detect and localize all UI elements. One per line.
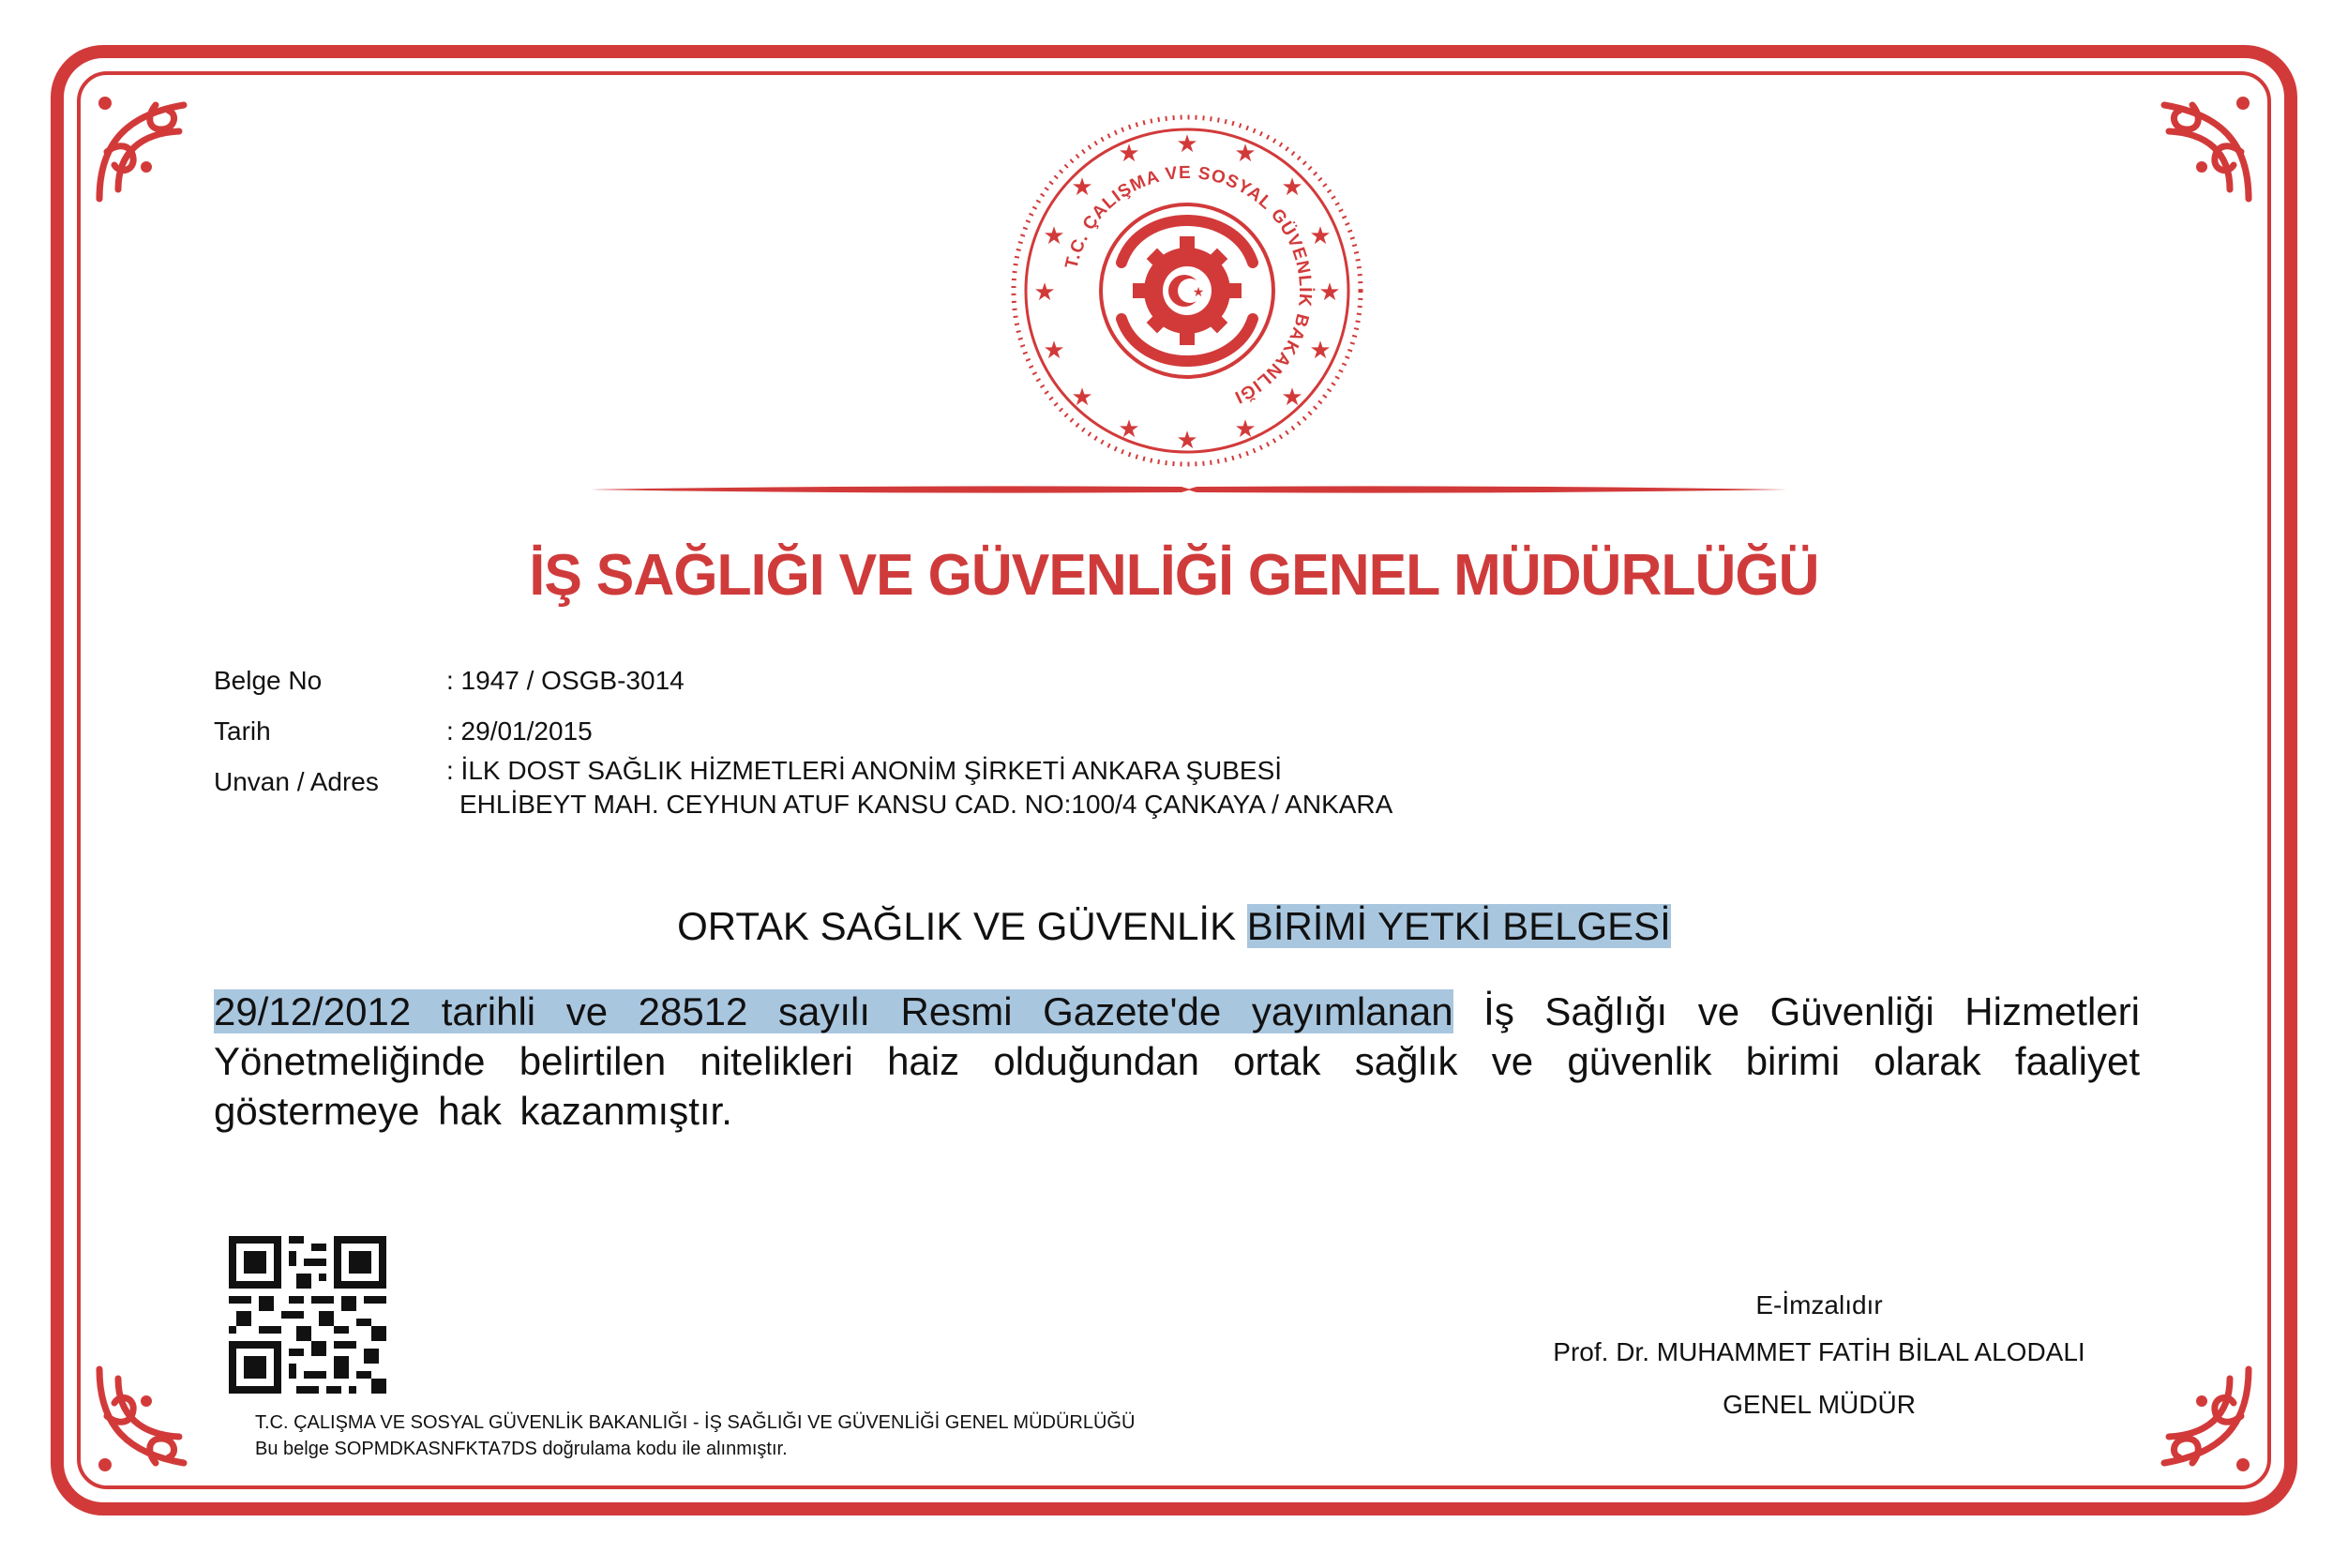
- svg-text:★: ★: [1176, 427, 1198, 455]
- tarih-label: Tarih: [214, 716, 271, 746]
- svg-text:★: ★: [1318, 279, 1341, 307]
- corner-ornament-icon: [90, 86, 212, 208]
- footer-line-1: T.C. ÇALIŞMA VE SOSYAL GÜVENLİK BAKANLIĞI - İŞ SAĞLIĞI VE GÜVENLİĞİ GENEL MÜDÜRLÜĞÜ: [255, 1412, 1136, 1433]
- svg-text:★: ★: [1176, 130, 1198, 158]
- svg-text:★: ★: [1071, 173, 1093, 202]
- svg-text:★: ★: [1234, 415, 1257, 444]
- svg-text:★: ★: [1033, 279, 1056, 307]
- certificate-title-part-1: ORTAK SAĞLIK VE GÜVENLİK: [677, 904, 1247, 948]
- qr-code-icon[interactable]: [229, 1236, 386, 1394]
- tarih-value: : 29/01/2015: [446, 716, 593, 746]
- svg-text:★: ★: [1192, 285, 1205, 300]
- svg-text:★: ★: [1118, 415, 1140, 444]
- footer-line-2: Bu belge SOPMDKASNFKTA7DS doğrulama kodu ile alınmıştır.: [255, 1439, 788, 1459]
- svg-text:★: ★: [1118, 140, 1140, 168]
- signatory-name: Prof. Dr. MUHAMMET FATİH BİLAL ALODALI: [1553, 1337, 2085, 1366]
- e-signature-note: E-İmzalıdır: [1755, 1290, 1883, 1319]
- agency-title: İŞ SAĞLIĞI VE GÜVENLİĞİ GENEL MÜDÜRLÜĞÜ: [529, 543, 1819, 608]
- certificate-body: [214, 987, 2140, 1136]
- certificate-body-rest: İş Sağlığı ve Güvenliği Hizmetleri Yönetmeliğinde belirtilen nitelikleri haiz olduğundan ortak sağlık ve güvenlik birimi olarak faaliyet göstermeye hak kazanmıştır.: [214, 989, 2140, 1133]
- certificate-title-highlighted: BİRİMİ YETKİ BELGESİ: [1246, 904, 1671, 948]
- svg-text:★: ★: [1309, 222, 1332, 250]
- belge-no-value: : 1947 / OSGB-3014: [446, 666, 685, 695]
- title-divider: [591, 481, 1787, 498]
- svg-text:★: ★: [1234, 140, 1257, 168]
- svg-text:★: ★: [1043, 222, 1065, 250]
- belge-no-label: Belge No: [214, 666, 323, 695]
- corner-ornament-icon: [2136, 1360, 2258, 1482]
- seal-ring-text: T.C. ÇALIŞMA VE SOSYAL GÜVENLİK BAKANLIĞI: [1061, 162, 1316, 408]
- unvan-label: Unvan / Adres: [214, 767, 379, 796]
- signatory-title: GENEL MÜDÜR: [1723, 1390, 1916, 1419]
- ministry-seal-icon: [1000, 103, 1375, 478]
- svg-text:★: ★: [1281, 384, 1303, 412]
- unvan-line-2: EHLİBEYT MAH. CEYHUN ATUF KANSU CAD. NO:100/4 ÇANKAYA / ANKARA: [459, 790, 1393, 819]
- unvan-line-1: : İLK DOST SAĞLIK HİZMETLERİ ANONİM ŞİRKETİ ANKARA ŞUBESİ: [446, 756, 1283, 785]
- corner-ornament-icon: [90, 1360, 212, 1482]
- corner-ornament-icon: [2136, 86, 2258, 208]
- svg-text:★: ★: [1043, 337, 1065, 365]
- certificate-title: [0, 904, 2348, 949]
- svg-text:★: ★: [1071, 384, 1093, 412]
- svg-text:★: ★: [1281, 173, 1303, 202]
- svg-text:★: ★: [1309, 337, 1332, 365]
- certificate-body-highlighted: 29/12/2012 tarihli ve 28512 sayılı Resmi Gazete'de yayımlanan: [214, 989, 1453, 1033]
